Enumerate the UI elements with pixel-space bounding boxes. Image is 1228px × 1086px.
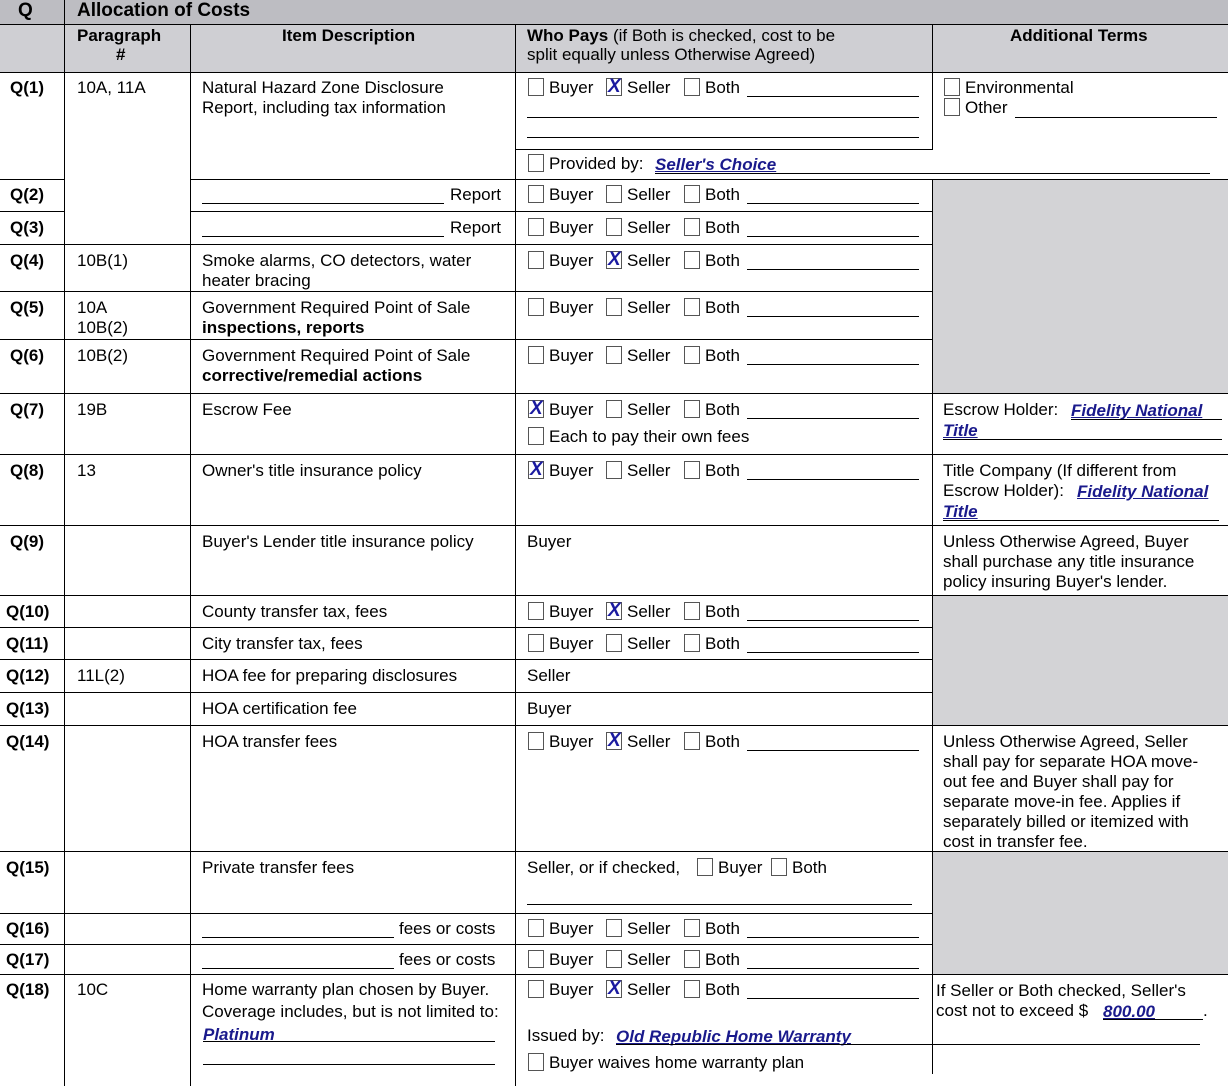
- paragraph-q5-line2: 10B(2): [77, 318, 129, 337]
- desc-q5-line1: Government Required Point of Sale: [202, 298, 471, 317]
- q1-provided-label: Provided by:: [549, 154, 644, 173]
- q18-waive-label: Buyer waives home warranty plan: [549, 1053, 805, 1072]
- q1-other-label: Other: [965, 98, 1008, 117]
- paragraph-header: Paragraph: [77, 26, 162, 45]
- q7-own-fees-checkbox[interactable]: [528, 427, 544, 445]
- q16-buyer-checkbox[interactable]: [528, 919, 544, 937]
- desc-q1-line1: Natural Hazard Zone Disclosure: [202, 78, 444, 97]
- q18-seller-checkbox[interactable]: [606, 980, 622, 998]
- q5-both-checkbox[interactable]: [684, 298, 700, 316]
- q15-buyer-label: Buyer: [718, 858, 763, 877]
- section-title: Allocation of Costs: [77, 0, 251, 21]
- q2-seller-label: Seller: [627, 185, 671, 204]
- q15-blank[interactable]: [527, 904, 912, 905]
- q8-seller-label: Seller: [627, 461, 671, 480]
- q7-own-fees-label: Each to pay their own fees: [549, 427, 750, 446]
- q5-both-label: Both: [705, 298, 740, 317]
- who-q13: Buyer: [527, 699, 572, 718]
- row-code-q13: Q(13): [6, 699, 50, 718]
- q18-term-line1: If Seller or Both checked, Seller's: [936, 981, 1186, 1000]
- q10-buyer-checkbox[interactable]: [528, 602, 544, 620]
- check-mark-icon: X: [530, 459, 543, 480]
- row-code-q12: Q(12): [6, 666, 50, 685]
- q18-both-label: Both: [705, 980, 740, 999]
- q18-issued-blank: [616, 1044, 1200, 1045]
- q1-environmental-checkbox[interactable]: [944, 78, 960, 96]
- additional-terms-header: Additional Terms: [1010, 26, 1148, 45]
- q4-seller-label: Seller: [627, 251, 671, 270]
- q3-seller-label: Seller: [627, 218, 671, 237]
- q3-buyer-checkbox[interactable]: [528, 218, 544, 236]
- q18-coverage-blank1: [203, 1041, 495, 1042]
- q8-term-line2: Escrow Holder):: [943, 481, 1064, 500]
- q8-buyer-checkbox[interactable]: [528, 461, 544, 479]
- q15-both-label: Both: [792, 858, 827, 877]
- desc-q13: HOA certification fee: [202, 699, 357, 718]
- q4-both-label: Both: [705, 251, 740, 270]
- q8-title-company-value-line2[interactable]: Title: [943, 502, 978, 521]
- q2-both-blank[interactable]: [747, 203, 919, 204]
- q17-fees-blank[interactable]: [202, 968, 394, 969]
- row-code-q9: Q(9): [10, 532, 44, 551]
- q14-seller-checkbox[interactable]: [606, 732, 622, 750]
- check-mark-icon: X: [608, 978, 621, 999]
- q8-seller-checkbox[interactable]: [606, 461, 622, 479]
- q11-both-label: Both: [705, 634, 740, 653]
- q7-both-blank[interactable]: [747, 418, 919, 419]
- q16-seller-checkbox[interactable]: [606, 919, 622, 937]
- desc-q12: HOA fee for preparing disclosures: [202, 666, 458, 685]
- q3-report-blank[interactable]: [202, 236, 444, 237]
- q10-buyer-label: Buyer: [549, 602, 594, 621]
- q8-term-line1: Title Company (If different from: [943, 461, 1177, 480]
- terms-gray-q15-q17: [933, 852, 1228, 974]
- q7-buyer-checkbox[interactable]: [528, 400, 544, 418]
- paragraph-q12: 11L(2): [77, 666, 125, 685]
- q1-buyer-label: Buyer: [549, 78, 594, 97]
- q14-term-line3: out fee and Buyer shall pay for: [943, 772, 1174, 791]
- desc-q4-line1: Smoke alarms, CO detectors, water: [202, 251, 472, 270]
- q14-both-checkbox[interactable]: [684, 732, 700, 750]
- check-mark-icon: X: [608, 76, 621, 97]
- q7-escrow-holder-blank1: [1071, 419, 1222, 420]
- q7-escrow-holder-blank2: [943, 439, 1222, 440]
- q3-both-checkbox[interactable]: [684, 218, 700, 236]
- row-code-q15: Q(15): [6, 858, 50, 877]
- row-code-q4: Q(4): [10, 251, 44, 270]
- row-code-q3: Q(3): [10, 218, 44, 237]
- desc-q5-line2: inspections, reports: [202, 318, 365, 337]
- q14-seller-label: Seller: [627, 732, 671, 751]
- q18-both-checkbox[interactable]: [684, 980, 700, 998]
- q14-term-line6: cost in transfer fee.: [943, 832, 1088, 851]
- q15-both-checkbox[interactable]: [771, 858, 787, 876]
- q1-provided-value[interactable]: Seller's Choice: [655, 155, 777, 174]
- q18-amount-value[interactable]: 800.00: [1103, 1002, 1155, 1021]
- who-pays-header-line2: split equally unless Otherwise Agreed): [527, 45, 816, 64]
- q8-title-company-value-line1[interactable]: Fidelity National: [1077, 482, 1209, 501]
- q18-buyer-checkbox[interactable]: [528, 980, 544, 998]
- desc-q14: HOA transfer fees: [202, 732, 338, 751]
- q6-buyer-label: Buyer: [549, 346, 594, 365]
- check-mark-icon: X: [608, 600, 621, 621]
- q8-both-checkbox[interactable]: [684, 461, 700, 479]
- who-q9: Buyer: [527, 532, 572, 551]
- paragraph-q1: 10A, 11A: [77, 78, 146, 97]
- paragraph-header-hash: #: [116, 45, 126, 64]
- q18-waive-checkbox[interactable]: [528, 1053, 544, 1071]
- desc-q15: Private transfer fees: [202, 858, 355, 877]
- q14-both-label: Both: [705, 732, 740, 751]
- q9-term-line3: policy insuring Buyer's lender.: [943, 572, 1168, 591]
- q2-seller-checkbox[interactable]: [606, 185, 622, 203]
- q8-both-label: Both: [705, 461, 740, 480]
- q15-buyer-checkbox[interactable]: [697, 858, 713, 876]
- desc-q9: Buyer's Lender title insurance policy: [202, 532, 474, 551]
- q6-both-checkbox[interactable]: [684, 346, 700, 364]
- q4-buyer-checkbox[interactable]: [528, 251, 544, 269]
- q11-both-checkbox[interactable]: [684, 634, 700, 652]
- q2-buyer-checkbox[interactable]: [528, 185, 544, 203]
- paragraph-q4: 10B(1): [77, 251, 129, 270]
- q14-term-line2: shall pay for separate HOA move-: [943, 752, 1199, 771]
- q18-seller-label: Seller: [627, 980, 671, 999]
- desc-q11: City transfer tax, fees: [202, 634, 363, 653]
- terms-gray-q10-q13: [933, 596, 1228, 725]
- row-code-q18: Q(18): [6, 980, 50, 999]
- q18-issued-value[interactable]: Old Republic Home Warranty: [616, 1027, 851, 1046]
- who-pays-header: Who Pays (if Both is checked, cost to be: [527, 26, 836, 45]
- q14-buyer-checkbox[interactable]: [528, 732, 544, 750]
- q1-buyer-checkbox[interactable]: [528, 78, 544, 96]
- q11-buyer-label: Buyer: [549, 634, 594, 653]
- q6-seller-label: Seller: [627, 346, 671, 365]
- q1-environmental-label: Environmental: [965, 78, 1074, 97]
- q16-both-label: Both: [705, 919, 740, 938]
- desc-q18-line1: Home warranty plan chosen by Buyer.: [202, 980, 490, 999]
- item-description-header: Item Description: [282, 26, 416, 45]
- row-code-q17: Q(17): [6, 950, 50, 969]
- q18-coverage-value[interactable]: Platinum: [203, 1025, 275, 1044]
- q14-term-line5: separately billed or itemized with: [943, 812, 1189, 831]
- q8-buyer-label: Buyer: [549, 461, 594, 480]
- q3-both-blank[interactable]: [747, 236, 919, 237]
- q1-other-checkbox[interactable]: [944, 98, 960, 116]
- q2-both-label: Both: [705, 185, 740, 204]
- q6-buyer-checkbox[interactable]: [528, 346, 544, 364]
- q17-seller-label: Seller: [627, 950, 671, 969]
- row-code-q8: Q(8): [10, 461, 44, 480]
- row-code-q16: Q(16): [6, 919, 50, 938]
- row-code-q11: Q(11): [6, 634, 49, 653]
- paragraph-q5-line1: 10A: [77, 298, 108, 317]
- desc-q7: Escrow Fee: [202, 400, 292, 419]
- who-q15: Seller, or if checked,: [527, 858, 681, 877]
- q5-buyer-checkbox[interactable]: [528, 298, 544, 316]
- q17-both-blank[interactable]: [747, 968, 919, 969]
- q1-other-blank[interactable]: [1015, 117, 1217, 118]
- q6-both-label: Both: [705, 346, 740, 365]
- q10-both-checkbox[interactable]: [684, 602, 700, 620]
- q7-seller-label: Seller: [627, 400, 671, 419]
- row-code-q6: Q(6): [10, 346, 44, 365]
- q7-both-checkbox[interactable]: [684, 400, 700, 418]
- q10-seller-label: Seller: [627, 602, 671, 621]
- q5-seller-label: Seller: [627, 298, 671, 317]
- q7-buyer-label: Buyer: [549, 400, 594, 419]
- desc-q6-line2: corrective/remedial actions: [202, 366, 423, 385]
- desc-q18-line2: Coverage includes, but is not limited to:: [202, 1002, 499, 1021]
- q1-both-checkbox[interactable]: [684, 78, 700, 96]
- q18-amount-period: .: [1203, 1001, 1208, 1020]
- row-code-q1: Q(1): [10, 78, 44, 97]
- q14-buyer-label: Buyer: [549, 732, 594, 751]
- q18-term-line2: cost not to exceed $: [936, 1001, 1089, 1020]
- q2-report-label: Report: [450, 185, 502, 204]
- q7-escrow-holder-label: Escrow Holder:: [943, 400, 1059, 419]
- q4-seller-checkbox[interactable]: [606, 251, 622, 269]
- q17-seller-checkbox[interactable]: [606, 950, 622, 968]
- q10-both-label: Both: [705, 602, 740, 621]
- q18-coverage-blank2[interactable]: [203, 1064, 495, 1065]
- q7-escrow-holder-value-line2[interactable]: Title: [943, 421, 978, 440]
- row-code-q10: Q(10): [6, 602, 50, 621]
- q14-term-line4: separate move-in fee. Applies if: [943, 792, 1181, 811]
- section-letter: Q: [18, 0, 33, 21]
- q16-fees-label: fees or costs: [399, 919, 496, 938]
- q1-both-blank[interactable]: [747, 96, 919, 97]
- q16-buyer-label: Buyer: [549, 919, 594, 938]
- q2-buyer-label: Buyer: [549, 185, 594, 204]
- row-code-q7: Q(7): [10, 400, 44, 419]
- desc-q4-line2: heater bracing: [202, 271, 311, 290]
- q5-buyer-label: Buyer: [549, 298, 594, 317]
- q4-both-checkbox[interactable]: [684, 251, 700, 269]
- q16-both-checkbox[interactable]: [684, 919, 700, 937]
- q17-buyer-checkbox[interactable]: [528, 950, 544, 968]
- q7-seller-checkbox[interactable]: [606, 400, 622, 418]
- q17-buyer-label: Buyer: [549, 950, 594, 969]
- row-code-q5: Q(5): [10, 298, 44, 317]
- desc-q10: County transfer tax, fees: [202, 602, 388, 621]
- q17-fees-label: fees or costs: [399, 950, 496, 969]
- q16-seller-label: Seller: [627, 919, 671, 938]
- row-code-q2: Q(2): [10, 185, 44, 204]
- q17-both-label: Both: [705, 950, 740, 969]
- paragraph-q6: 10B(2): [77, 346, 129, 365]
- check-mark-icon: X: [608, 249, 621, 270]
- q2-report-blank[interactable]: [202, 203, 444, 204]
- q6-both-blank[interactable]: [747, 364, 919, 365]
- q1-blank-line2[interactable]: [527, 117, 919, 118]
- q1-both-label: Both: [705, 78, 740, 97]
- q11-seller-label: Seller: [627, 634, 671, 653]
- terms-gray-q2-q6: [933, 179, 1228, 394]
- q3-seller-checkbox[interactable]: [606, 218, 622, 236]
- row-code-q14: Q(14): [6, 732, 50, 751]
- q3-report-label: Report: [450, 218, 502, 237]
- paragraph-q8: 13: [77, 461, 96, 480]
- q16-fees-blank[interactable]: [202, 937, 394, 938]
- q11-both-blank[interactable]: [747, 652, 919, 653]
- q1-seller-label: Seller: [627, 78, 671, 97]
- q1-provided-checkbox[interactable]: [528, 154, 544, 172]
- desc-q6-line1: Government Required Point of Sale: [202, 346, 471, 365]
- q8-both-blank[interactable]: [747, 479, 919, 480]
- q3-buyer-label: Buyer: [549, 218, 594, 237]
- q7-both-label: Both: [705, 400, 740, 419]
- q14-both-blank[interactable]: [747, 750, 919, 751]
- q6-seller-checkbox[interactable]: [606, 346, 622, 364]
- desc-q8: Owner's title insurance policy: [202, 461, 422, 480]
- q4-buyer-label: Buyer: [549, 251, 594, 270]
- q10-seller-checkbox[interactable]: [606, 602, 622, 620]
- q9-term-line2: shall purchase any title insurance: [943, 552, 1195, 571]
- q8-title-company-blank: [943, 520, 1219, 521]
- q1-provided-blank: [655, 173, 1210, 174]
- q1-blank-line3[interactable]: [527, 137, 919, 138]
- q18-issued-label: Issued by:: [527, 1026, 605, 1045]
- q7-escrow-holder-value-line1[interactable]: Fidelity National: [1071, 401, 1203, 420]
- q3-both-label: Both: [705, 218, 740, 237]
- paragraph-q18: 10C: [77, 980, 109, 999]
- q18-both-blank[interactable]: [747, 998, 919, 999]
- q1-seller-checkbox[interactable]: [606, 78, 622, 96]
- check-mark-icon: X: [608, 730, 621, 751]
- who-q12: Seller: [527, 666, 571, 685]
- check-mark-icon: X: [530, 398, 543, 419]
- q9-term-line1: Unless Otherwise Agreed, Buyer: [943, 532, 1189, 551]
- q16-both-blank[interactable]: [747, 937, 919, 938]
- q5-both-blank[interactable]: [747, 316, 919, 317]
- paragraph-q7: 19B: [77, 400, 108, 419]
- q11-seller-checkbox[interactable]: [606, 634, 622, 652]
- q4-both-blank[interactable]: [747, 269, 919, 270]
- q18-buyer-label: Buyer: [549, 980, 594, 999]
- q11-buyer-checkbox[interactable]: [528, 634, 544, 652]
- q17-both-checkbox[interactable]: [684, 950, 700, 968]
- q10-both-blank[interactable]: [747, 620, 919, 621]
- q14-term-line1: Unless Otherwise Agreed, Seller: [943, 732, 1188, 751]
- q18-amount-blank: [1103, 1019, 1203, 1020]
- desc-q1-line2: Report, including tax information: [202, 98, 446, 117]
- q5-seller-checkbox[interactable]: [606, 298, 622, 316]
- q2-both-checkbox[interactable]: [684, 185, 700, 203]
